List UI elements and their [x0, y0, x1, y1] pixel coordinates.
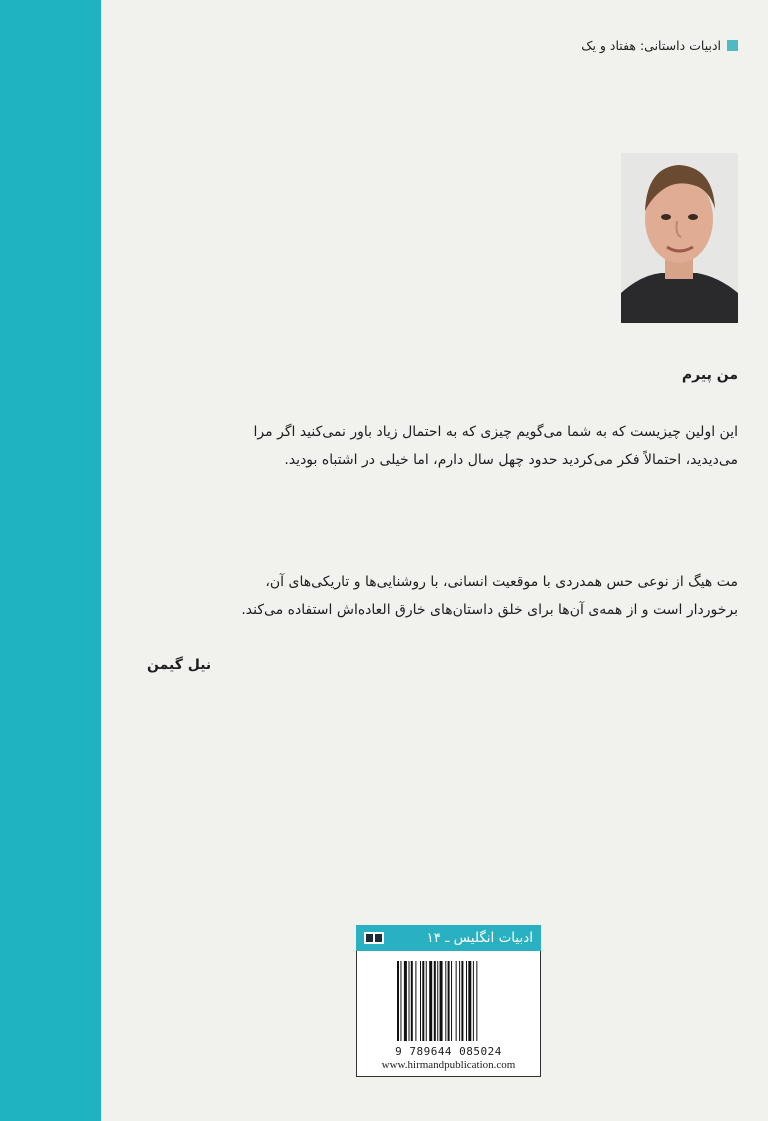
review-author: نیل گیمن: [147, 657, 212, 673]
review-line: برخوردار است و از همه‌ی آن‌ها برای خلق داستان‌های خارق العاده‌اش استفاده می‌کند.: [241, 602, 738, 618]
blurb-paragraph: [198, 418, 738, 474]
badge-label: ادبیات انگلیس ـ ۱۴: [426, 930, 533, 946]
series-label: [581, 38, 738, 53]
blurb-line: این اولین چیزیست که به شما می‌گویم چیزی که به احتمال زیاد باور نمی‌کنید اگر مرا: [253, 424, 738, 440]
barcode-icon: [397, 961, 503, 1041]
series-square-icon: [727, 40, 738, 51]
isbn-number: 9 789644 085024: [395, 1045, 502, 1058]
publisher-logo-icon: [364, 932, 384, 944]
series-text: ادبیات داستانی: هفتاد و یک: [581, 38, 721, 53]
review-paragraph: [198, 568, 738, 624]
series-badge: [356, 925, 541, 951]
barcode-panel: [356, 951, 541, 1077]
book-spine: [0, 0, 101, 1121]
blurb-line: می‌دیدید، احتمالاً فکر می‌کردید حدود چهل سال دارم، اما خیلی در اشتباه بودید.: [284, 452, 738, 468]
book-title: من پیرم: [681, 367, 738, 383]
publisher-url: www.hirmandpublication.com: [381, 1059, 516, 1071]
author-photo: [621, 153, 738, 323]
review-line: مت هیگ از نوعی حس همدردی با موقعیت انسانی، با روشنایی‌ها و تاریکی‌های آن،: [265, 574, 738, 590]
